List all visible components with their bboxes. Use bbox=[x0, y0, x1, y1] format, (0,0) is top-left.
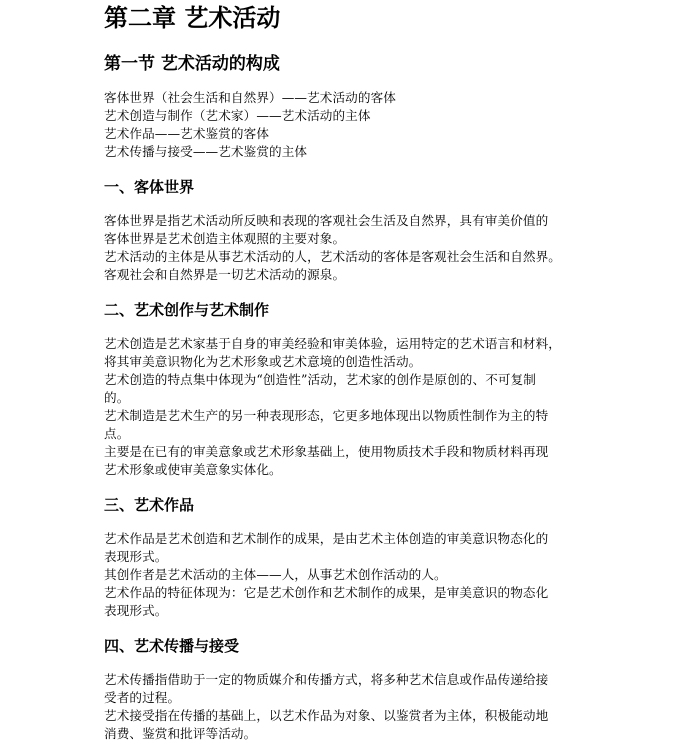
intro-line: 艺术传播与接受——艺术鉴赏的主体 bbox=[104, 144, 308, 159]
heading-artwork: 三、艺术作品 bbox=[104, 496, 195, 514]
paragraph-line: 艺术活动的主体是从事艺术活动的人，艺术活动的客体是客观社会生活和自然界。 bbox=[104, 249, 561, 264]
paragraph-line: 表现形式。 bbox=[104, 549, 168, 564]
paragraph-art-dissemination bbox=[104, 671, 592, 743]
paragraph-line: 客体世界是艺术创造主体观照的主要对象。 bbox=[104, 231, 346, 246]
paragraph-line: 艺术接受指在传播的基础上，以艺术作品为对象、以鉴赏者为主体，积极能动地 bbox=[104, 708, 549, 723]
intro-line: 客体世界（社会生活和自然界）——艺术活动的客体 bbox=[104, 90, 396, 105]
paragraph-line: 将其审美意识物化为艺术形象或艺术意境的创造性活动。 bbox=[104, 354, 422, 369]
paragraph-line: 表现形式。 bbox=[104, 603, 168, 618]
intro-line: 艺术创造与制作（艺术家）——艺术活动的主体 bbox=[104, 108, 371, 123]
paragraph-line: 点。 bbox=[104, 426, 130, 441]
section-title: 第一节 艺术活动的构成 bbox=[104, 54, 280, 74]
paragraph-object-world bbox=[104, 212, 592, 284]
heading-object-world: 一、客体世界 bbox=[104, 178, 195, 196]
paragraph-line: 客观社会和自然界是一切艺术活动的源泉。 bbox=[104, 267, 346, 282]
paragraph-line: 艺术作品的特征体现为：它是艺术创作和艺术制作的成果，是审美意识的物态化 bbox=[104, 585, 549, 600]
paragraph-line: 艺术形象或使审美意象实体化。 bbox=[104, 462, 282, 477]
paragraph-line: 其创作者是艺术活动的主体——人，从事艺术创作活动的人。 bbox=[104, 567, 447, 582]
paragraph-line: 艺术传播指借助于一定的物质媒介和传播方式，将多种艺术信息或作品传递给接 bbox=[104, 672, 549, 687]
paragraph-line: 艺术作品是艺术创造和艺术制作的成果，是由艺术主体创造的审美意识物态化的 bbox=[104, 531, 549, 546]
paragraph-line: 受者的过程。 bbox=[104, 690, 181, 705]
paragraph-line: 主要是在已有的审美意象或艺术形象基础上，使用物质技术手段和物质材料再现 bbox=[104, 444, 549, 459]
paragraph-line: 艺术创造是艺术家基于自身的审美经验和审美体验，运用特定的艺术语言和材料， bbox=[104, 336, 561, 351]
paragraph-line: 艺术创造的特点集中体现为“创造性”活动，艺术家的创作是原创的、不可复制 bbox=[104, 372, 536, 387]
heading-art-creation: 二、艺术创作与艺术制作 bbox=[104, 301, 270, 319]
paragraph-line: 艺术制造是艺术生产的另一种表现形态，它更多地体现出以物质性制作为主的特 bbox=[104, 408, 549, 423]
heading-art-dissemination: 四、艺术传播与接受 bbox=[104, 637, 240, 655]
paragraph-line: 客体世界是指艺术活动所反映和表现的客观社会生活及自然界，具有审美价值的 bbox=[104, 213, 549, 228]
paragraph-line: 的。 bbox=[104, 390, 130, 405]
paragraph-art-creation bbox=[104, 335, 592, 479]
paragraph-artwork bbox=[104, 530, 592, 620]
paragraph-line: 消费、鉴赏和批评等活动。 bbox=[104, 726, 257, 741]
chapter-title: 第二章 艺术活动 bbox=[104, 4, 281, 32]
intro-line: 艺术作品——艺术鉴赏的客体 bbox=[104, 126, 270, 141]
intro-paragraph bbox=[104, 89, 592, 161]
